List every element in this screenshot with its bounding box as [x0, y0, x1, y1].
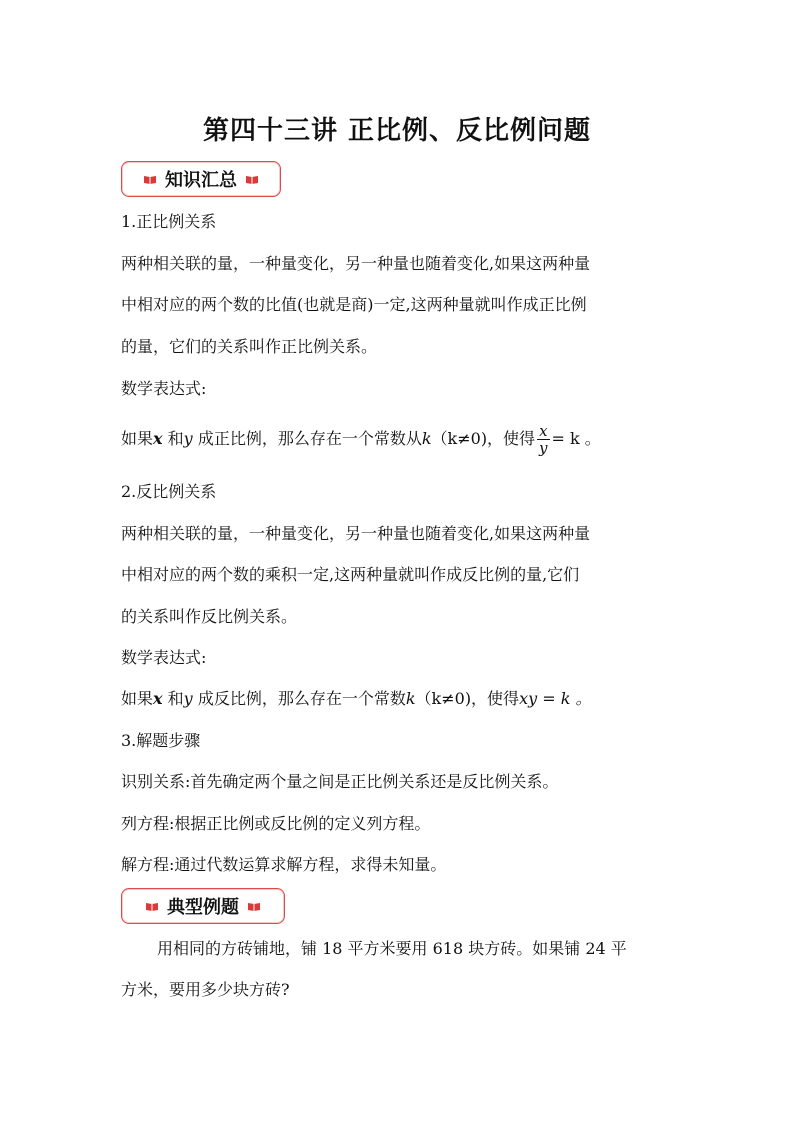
formula-text: 和 [167, 429, 184, 448]
expression-label: 数学表达式: [121, 648, 207, 667]
paragraph-line: 两种相关联的量，一种量变化，另一种量也随着变化,如果这两种量 [121, 254, 591, 273]
formula-text: 如果 [121, 429, 154, 448]
formula-direct [121, 422, 601, 456]
step-item: 解方程:通过代数运算求解方程，求得未知量。 [121, 855, 447, 874]
formula-xy-equals-k: xy = k 。 [519, 689, 592, 708]
fraction-numerator: x [539, 422, 548, 440]
constant-k: k [421, 429, 432, 448]
paragraph-line: 的量，它们的关系叫作正比例关系。 [121, 337, 378, 356]
book-icon [143, 174, 157, 184]
step-item: 识别关系:首先确定两个量之间是正比例关系还是反比例关系。 [121, 772, 559, 791]
constant-k: k [405, 689, 416, 708]
formula-text: 和 [167, 689, 184, 708]
fraction-x-over-y [537, 423, 549, 456]
paragraph-line: 中相对应的两个数的乘积一定,这两种量就叫作成反比例的量,它们 [121, 565, 580, 584]
formula-inverse [121, 689, 592, 709]
paragraph-line: 中相对应的两个数的比值(也就是商)一定,这两种量就叫作成正比例 [121, 295, 587, 314]
section-badge-examples [121, 888, 285, 924]
formula-text: 成反比例，那么存在一个常数 [197, 689, 406, 708]
fraction-denominator: y [539, 439, 548, 457]
book-icon [145, 901, 159, 911]
paragraph-line: 的关系叫作反比例关系。 [121, 607, 298, 626]
variable-y: y [183, 429, 193, 448]
paragraph-line: 两种相关联的量，一种量变化，另一种量也随着变化,如果这两种量 [121, 524, 591, 543]
example-line: 用相同的方砖铺地，铺 18 平方米要用 618 块方砖。如果铺 24 平 [157, 939, 627, 958]
formula-text: = k 。 [551, 429, 601, 448]
expression-label: 数学表达式: [121, 379, 207, 398]
section-heading: 1.正比例关系 [121, 212, 217, 231]
example-line: 方米，要用多少块方砖? [121, 980, 290, 999]
page-title: 第四十三讲 正比例、反比例问题 [202, 116, 592, 146]
book-icon [247, 901, 261, 911]
formula-condition: （k≠0)，使得 [431, 429, 536, 448]
variable-x: x [153, 429, 163, 448]
variable-y: y [183, 689, 193, 708]
step-item: 列方程:根据正比例或反比例的定义列方程。 [121, 814, 431, 833]
section-heading: 2.反比例关系 [121, 482, 217, 501]
formula-text: 如果 [121, 689, 154, 708]
section-heading: 3.解题步骤 [121, 731, 201, 750]
badge-label: 典型例题 [167, 897, 239, 918]
section-badge-knowledge [121, 161, 281, 197]
formula-text: 成正比例，那么存在一个常数从 [197, 429, 422, 448]
badge-label: 知识汇总 [165, 170, 237, 191]
variable-x: x [153, 689, 163, 708]
formula-condition: （k≠0)，使得 [415, 689, 520, 708]
book-icon [245, 174, 259, 184]
